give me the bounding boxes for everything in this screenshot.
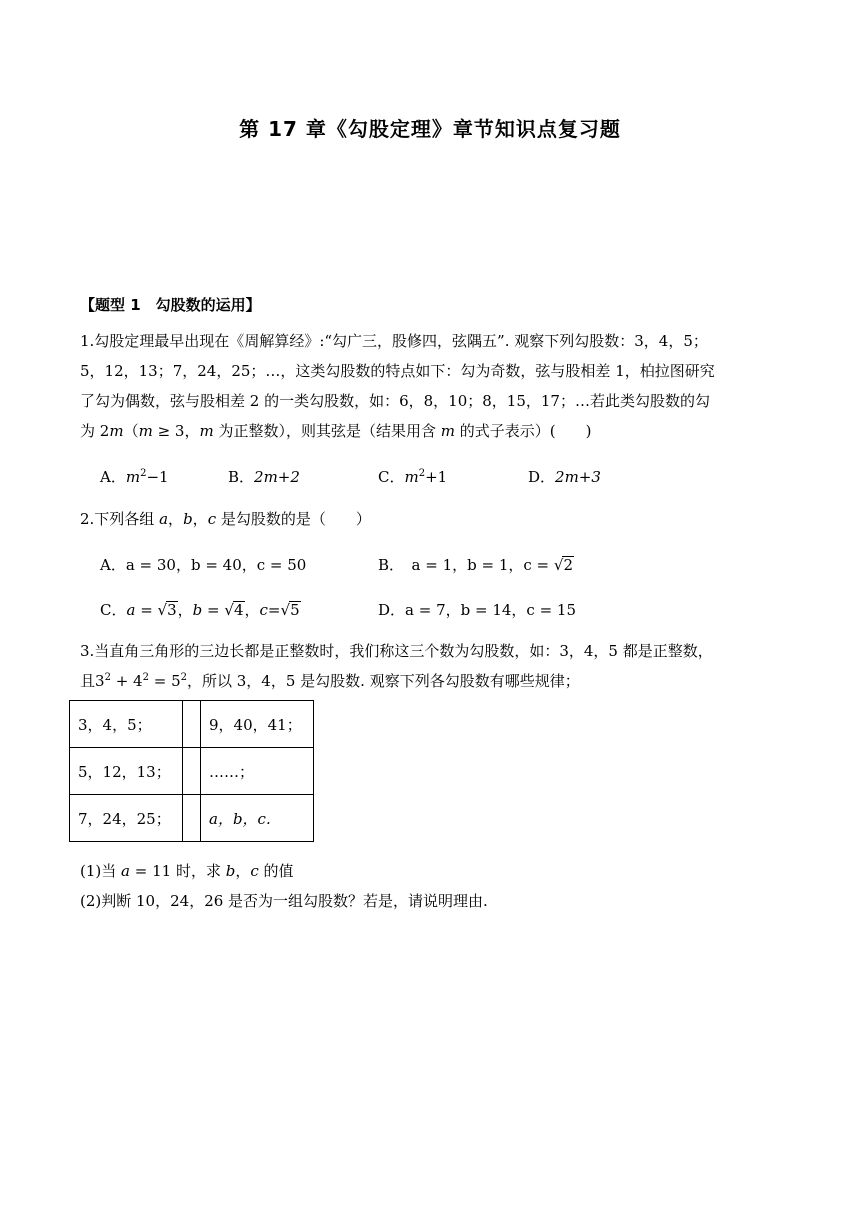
sqrt-icon: √2 [553,556,573,574]
question-2-options-row-1 [100,550,790,580]
question-1-options [100,462,790,492]
table-row [70,748,314,795]
table-cell: ……； [201,748,314,795]
question-1-line-3: 了勾为偶数，弦与股相差 2 的一类勾股数，如：6，8，10；8，15，17；…若此类勾股数的勾 [80,392,710,410]
option-2a[interactable]: A．a = 30，b = 40，c = 50 [100,556,307,574]
table-cell: 5，12，13； [70,748,183,795]
table-cell: 9，40，41； [201,701,314,748]
section-header: 【题型 1 勾股数的运用】 [80,296,261,314]
question-2 [80,504,785,534]
option-1c[interactable]: C．$m^2+1$ [378,468,448,486]
option-2b[interactable]: B． a = 1，b = 1，c = √2 [378,550,574,580]
table-spacer [183,748,201,795]
question-3-sub-1: (1)当 a = 11 时，求 b，c 的值 [80,862,294,880]
question-1 [80,326,785,446]
table-row [70,701,314,748]
page-title: 第 17 章《勾股定理》章节知识点复习题 [239,117,621,141]
question-1-line-2: 5，12，13；7，24，25；…，这类勾股数的特点如下：勾为奇数，弦与股相差 1，柏拉图研究 [80,362,715,380]
pythagorean-table [69,700,314,842]
question-2-stem: 2.下列各组 a，b，c 是勾股数的是（ ） [80,510,371,528]
table-cell: 7，24，25； [70,795,183,842]
question-3-line-1: 3.当直角三角形的三边长都是正整数时，我们称这三个数为勾股数，如：3，4，5 都是正整数， [80,642,713,660]
question-1-line-1: 1.勾股定理最早出现在《周解算经》:“勾广三，股修四，弦隅五”. 观察下列勾股数：3，4，5； [80,332,708,350]
table-cell: 3，4，5； [70,701,183,748]
question-3-sub-2: (2)判断 10，24，26 是否为一组勾股数？若是，请说明理由. [80,892,488,910]
table-cell: a，b，c. [201,795,314,842]
option-2d[interactable]: D．a = 7，b = 14，c = 15 [378,601,577,619]
question-3-line-2: 且$3^2 + 4^2 = 5^2$，所以 3，4，5 是勾股数. 观察下列各勾股数有哪些规律； [80,672,580,690]
option-2c[interactable]: C．a = √3，b = √4，c=√5 [100,601,300,619]
option-1a[interactable]: A．$m^2-1$ [100,468,169,486]
question-1-line-4: 为 2m（m ≥ 3，m 为正整数），则其弦是（结果用含 m 的式子表示）( ) [80,422,592,440]
question-2-options-row-2 [100,595,790,625]
option-1b[interactable]: B．2m+2 [228,468,300,486]
option-1d[interactable]: D．2m+3 [528,468,601,486]
question-3 [80,636,785,696]
table-spacer [183,701,201,748]
table-row [70,795,314,842]
table-spacer [183,795,201,842]
